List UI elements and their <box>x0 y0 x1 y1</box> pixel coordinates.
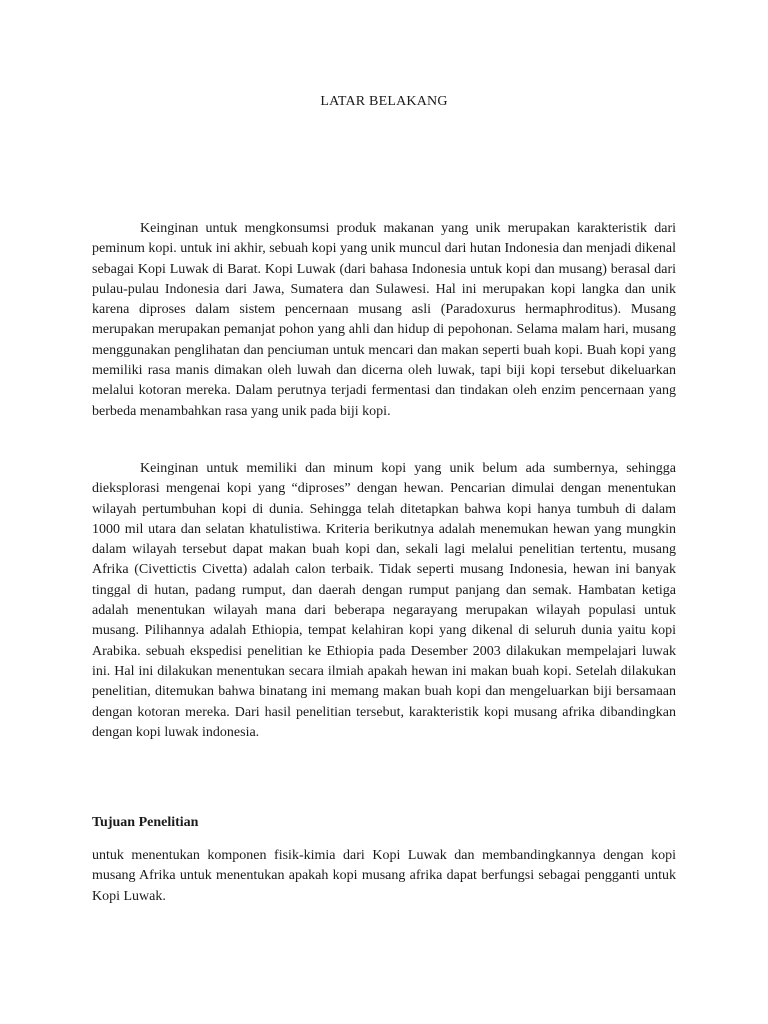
paragraph-intro: Keinginan untuk mengkonsumsi produk makanan yang unik merupakan karakteristik dari peminum kopi. untuk ini akhir, sebuah kopi yang unik muncul dari hutan Indonesia dan menjadi dikenal sebagai Kopi Luwak di Barat. Kopi Luwak (dari bahasa Indonesia untuk kopi dan musang) berasal dari pulau-pulau Indonesia dari Jawa, Sumatera dan Sulawesi. Hal ini merupakan kopi langka dan unik karena diproses dalam sistem pencernaan musang asli (Paradoxurus hermaphroditus). Musang merupakan merupakan pemanjat pohon yang ahli dan hidup di pepohonan. Selama malam hari, musang menggunakan penglihatan dan penciuman untuk mencari dan makan seperti buah kopi. Buah kopi yang memiliki rasa manis dimakan oleh luwah dan dicerna oleh luwak, tapi biji kopi tersebut dikeluarkan melalui kotoran mereka. Dalam perutnya terjadi fermentasi dan tindakan oleh enzim pencernaan yang berbeda menambahkan rasa yang unik pada biji kopi. <box>92 221 676 419</box>
section-paragraph: untuk menentukan komponen fisik-kimia dari Kopi Luwak dan membandingkannya dengan kopi musang Afrika untuk menentukan apakah kopi musang afrika dapat berfungsi sebagai pengganti untuk Kopi Luwak. <box>92 848 676 904</box>
section-heading: Tujuan Penelitian <box>92 815 199 830</box>
paragraph-exploration: Keinginan untuk memiliki dan minum kopi yang unik belum ada sumbernya, sehingga dieksplorasi mengenai kopi yang “diproses” dengan hewan. Pencarian dimulai dengan menentukan wilayah pertumbuhan kopi di dunia. Sehingga telah ditetapkan bahwa kopi hanya tumbuh di dalam 1000 mil utara dan selatan khatulistiwa. Kriteria berikutnya adalah menemukan hewan yang mungkin dalam wilayah tersebut dapat makan buah kopi dan, sekali lagi melalui penelitian tertentu, musang Afrika (Civettictis Civetta) adalah calon terbaik. Tidak seperti musang Indonesia, hewan ini banyak tinggal di hutan, padang rumput, dan daerah dengan rumput panjang dan semak. Hambatan ketiga adalah menentukan wilayah mana dari beberapa negarayang merupakan wilayah populasi untuk musang. Pilihannya adalah Ethiopia, tempat kelahiran kopi yang dikenal di seluruh dunia yaitu kopi Arabika. sebuah ekspedisi penelitian ke Ethiopia pada Desember 2003 dilakukan mempelajari luwak ini. Hal ini dilakukan menentukan secara ilmiah apakah hewan ini makan buah kopi. Setelah dilakukan penelitian, ditemukan bahwa binatang ini memang makan buah kopi dan mengeluarkan biji bersamaan dengan kotoran mereka. Dari hasil penelitian tersebut, karakteristik kopi musang afrika dibandingkan dengan kopi luwak indonesia. <box>92 461 676 740</box>
page-title: LATAR BELAKANG <box>320 94 448 109</box>
